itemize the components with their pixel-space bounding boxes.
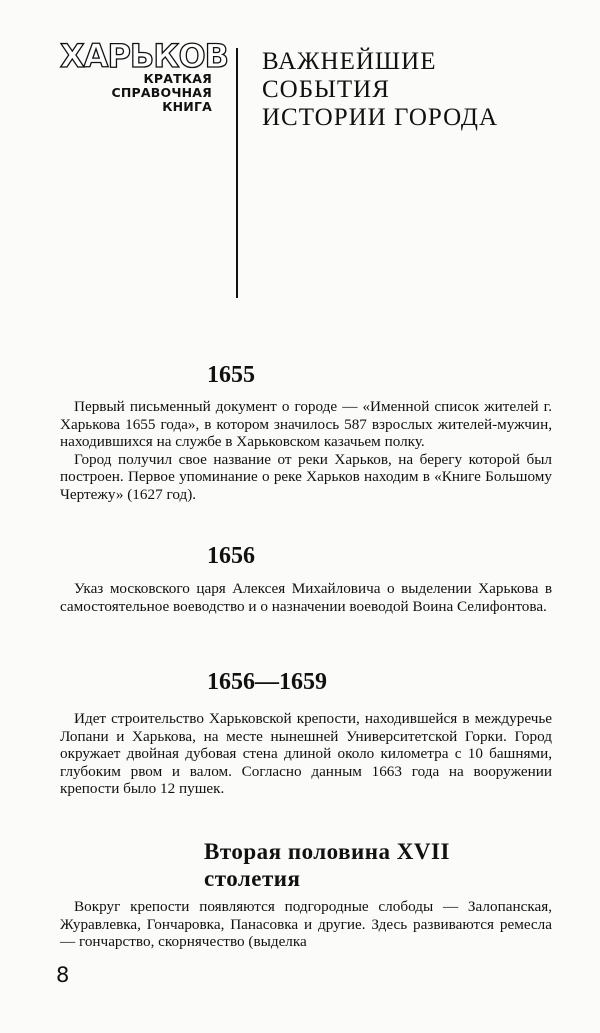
paragraph: Город получил свое название от реки Харьков, на берегу которой был построен. Первое упоминание о реке Харьков находим в «Книге Большому Чертежу» (1627 год). [60,450,552,503]
section-year: 1656—1659 [207,669,327,695]
paragraph: Первый письменный документ о городе — «Именной список жителей г. Харькова 1655 года», в котором значилось 587 взрослых жителей-мужчин, находившихся на службе в Харьковском казачьем полку. [60,398,552,451]
paragraph: Вокруг крепости появляются подгородные слободы — Залопанская, Журавлевка, Гончаровка, Панасовка и другие. Здесь развиваются ремесла — гончарство, скорнячество (выделка [60,898,552,951]
logo-subtitle-line: СПРАВОЧНАЯ [111,85,212,100]
chapter-title-line: ИСТОРИИ ГОРОДА [262,104,498,131]
section-heading-line: Вторая половина XVII [204,839,450,864]
page-number: 8 [56,963,70,987]
section-heading-line: столетия [204,866,301,891]
section-heading [204,838,450,892]
vertical-divider [236,48,238,298]
section-text [60,580,552,615]
logo-subtitle-line: КНИГА [162,99,212,114]
book-logo [60,37,229,114]
section-year: 1655 [207,362,255,388]
logo-title: ХАРЬКОВ [60,37,229,75]
paragraph: Идет строительство Харьковской крепости, находившейся в междуречье Лопани и Харькова, на месте нынешней Университетской Горки. Город окружает двойная дубовая стена длиной около километра с 10 башнями, глубоким рвом и валом. Согласно данным 1663 года на вооружении крепости было 12 пушек. [60,710,552,798]
paragraph: Указ московского царя Алексея Михайловича о выделении Харькова в самостоятельное воеводство и о назначении воеводой Воина Селифонтова. [60,580,552,615]
section-year: 1656 [207,543,255,569]
chapter-title-line: ВАЖНЕЙШИЕ [262,48,437,75]
section-text [60,398,552,504]
chapter-title-line: СОБЫТИЯ [262,76,390,103]
section-text [60,710,552,798]
section-text [60,898,552,951]
logo-subtitle-line: КРАТКАЯ [143,71,212,86]
chapter-title [262,48,498,132]
